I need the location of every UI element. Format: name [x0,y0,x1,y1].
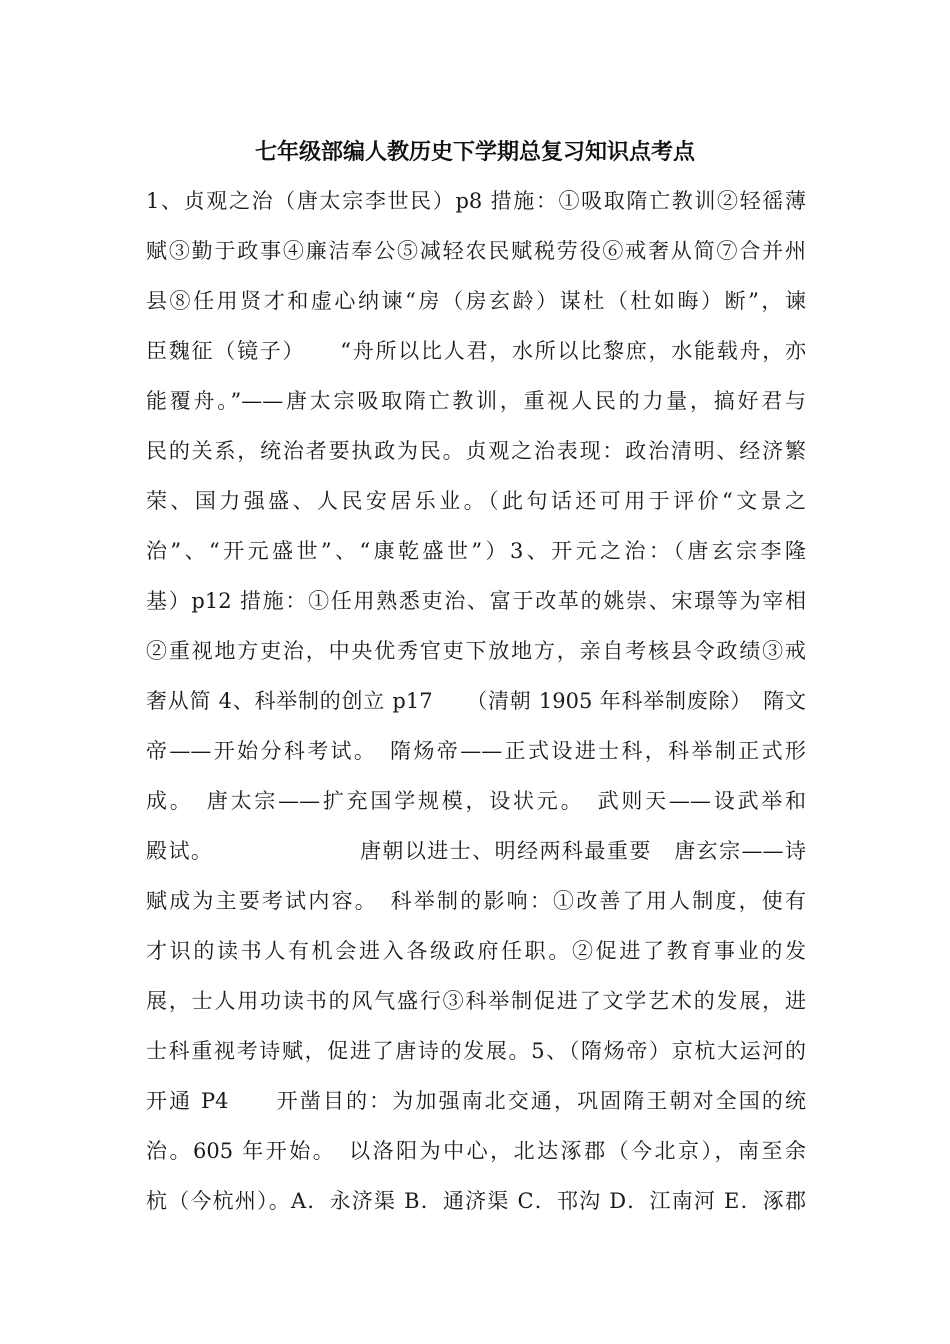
text-line: 赋成为主要考试内容。 科举制的影响：①改善了用人制度，使有 [146,889,806,913]
text-line: 荣、国力强盛、人民安居乐业。（此句话还可用于评价“文景之 [146,489,806,513]
text-line: 基）p12 措施：①任用熟悉吏治、富于改革的姚崇、宋璟等为宰相 [146,589,806,613]
text-line: 治。605 年开始。 以洛阳为中心，北达涿郡（今北京），南至余 [146,1139,806,1163]
text-line: 开通 P4 开凿目的：为加强南北交通，巩固隋王朝对全国的统 [146,1089,806,1113]
text-line: 成。 唐太宗——扩充国学规模，设状元。 武则天——设武举和 [146,789,806,813]
text-line: 民的关系，统治者要执政为民。贞观之治表现：政治清明、经济繁 [146,439,806,463]
text-line: 士科重视考诗赋，促进了唐诗的发展。5、（隋炀帝）京杭大运河的 [146,1039,806,1063]
text-line: 殿试。 唐朝以进士、明经两科最重要 唐玄宗——诗 [146,839,806,863]
text-line: 赋③勤于政事④廉洁奉公⑤减轻农民赋税劳役⑥戒奢从简⑦合并州 [146,239,806,263]
text-line: ②重视地方吏治，中央优秀官吏下放地方，亲自考核县令政绩③戒 [146,639,806,663]
text-line: 展，士人用功读书的风气盛行③科举制促进了文学艺术的发展，进 [146,989,806,1013]
text-line: 奢从简 4、科举制的创立 p17 （清朝 1905 年科举制废除） 隋文 [146,689,806,713]
text-line: 能覆舟。”——唐太宗吸取隋亡教训，重视人民的力量，搞好君与 [146,389,806,413]
text-line: 杭（今杭州）。A．永济渠 B．通济渠 C．邗沟 D．江南河 E．涿郡 [146,1189,806,1213]
document-title: 七年级部编人教历史下学期总复习知识点考点 [254,140,695,165]
text-line: 1、贞观之治（唐太宗李世民）p8 措施：①吸取隋亡教训②轻徭薄 [146,189,806,213]
text-line: 才识的读书人有机会进入各级政府任职。②促进了教育事业的发 [146,939,806,963]
text-line: 治”、“开元盛世”、“康乾盛世”）3、开元之治：（唐玄宗李隆 [146,539,806,563]
text-line: 帝——开始分科考试。 隋炀帝——正式设进士科，科举制正式形 [146,739,806,763]
text-line: 县⑧任用贤才和虚心纳谏“房（房玄龄）谋杜（杜如晦）断”，谏 [146,289,806,313]
text-line: 臣魏征（镜子） “舟所以比人君，水所以比黎庶，水能载舟，亦 [146,339,806,363]
